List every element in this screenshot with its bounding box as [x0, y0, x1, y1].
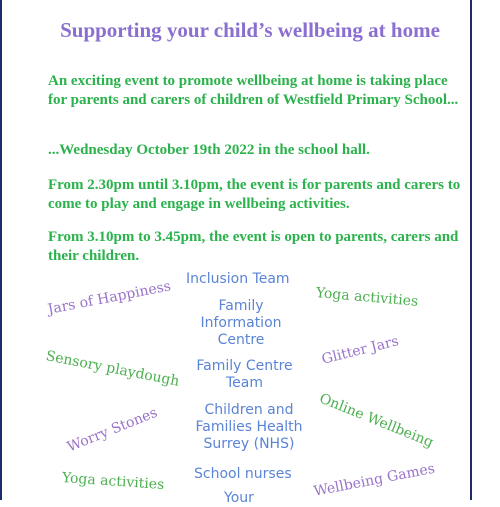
- page-title: Supporting your child’s wellbeing at home: [60, 18, 440, 42]
- session2-paragraph: From 3.10pm to 3.45pm, the event is open to parents, carers and their children.: [48, 229, 459, 264]
- worry-stones-label: Worry Stones: [65, 404, 160, 456]
- date-paragraph: ...Wednesday October 19th 2022 in the school hall.: [48, 142, 370, 158]
- intro-paragraph: An exciting event to promote wellbeing at home is taking place for parents and carers of children of Westfield Primary School...: [48, 73, 459, 108]
- sensory-playdough-label: Sensory playdough: [44, 348, 181, 390]
- family-centre-team-label: Family Centre Team: [196, 358, 293, 391]
- session1-paragraph: From 2.30pm until 3.10pm, the event is for parents and carers to come to play and engage in wellbeing activities.: [48, 177, 461, 212]
- children-families-health-label: Children and Families Health Surrey (NHS): [195, 402, 303, 452]
- yoga-activities-right-label: Yoga activities: [315, 285, 419, 310]
- yoga-activities-left-label: Yoga activities: [61, 470, 165, 494]
- inclusion-team-label: Inclusion Team: [186, 271, 290, 287]
- glitter-jars-label: Glitter Jars: [320, 333, 401, 368]
- wellbeing-games-label: Wellbeing Games: [312, 460, 437, 500]
- your-label: Your: [224, 490, 254, 506]
- family-information-centre-label: Family Information Centre: [200, 298, 282, 348]
- online-wellbeing-label: Online Wellbeing: [317, 390, 436, 451]
- school-nurses-label: School nurses: [194, 466, 292, 482]
- jars-of-happiness-label: Jars of Happiness: [46, 278, 173, 318]
